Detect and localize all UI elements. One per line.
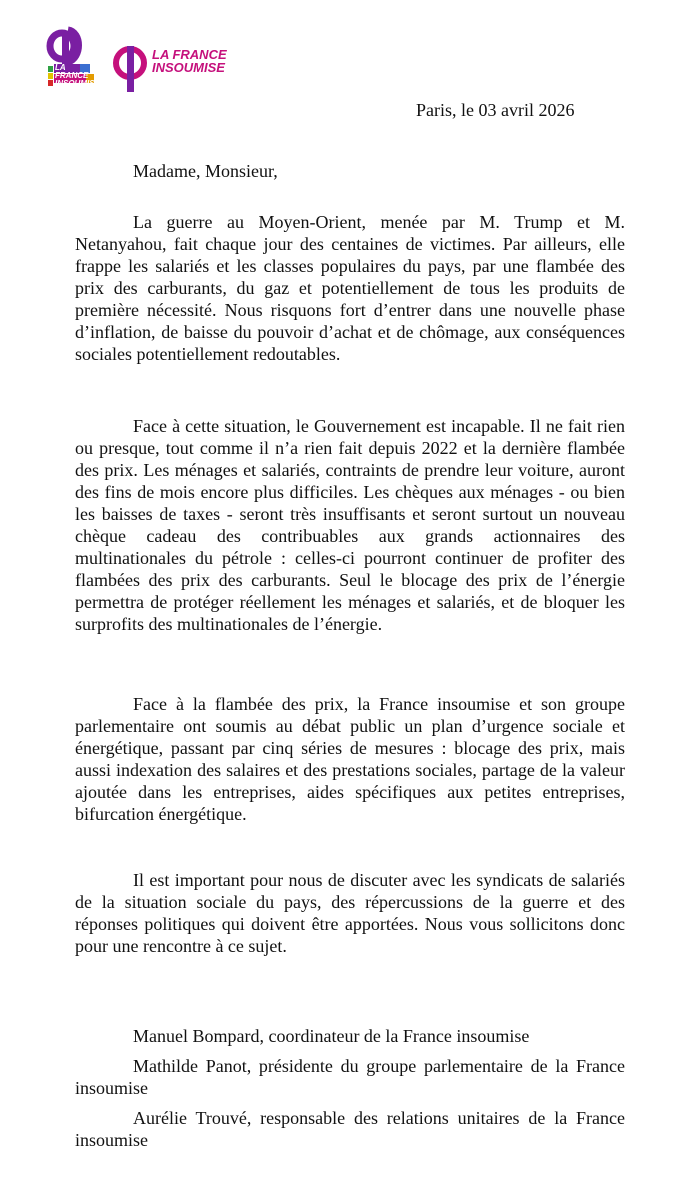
paragraph-3: Face à la flambée des prix, la France insoumise et son groupe parlementaire ont soumis au débat public un plan d’urgence sociale et énergétique, passant par cinq séries de mesures : blocage des prix, mais aussi indexation des salaires et des prestations sociales, partage de la valeur ajoutée dans les entreprises, aides spécifiques aux petites entreprises, bifurcation énergétique. [75,694,625,824]
logo-right-wordmark: LA FRANCE INSOUMISE [152,47,227,75]
signatory-2: Mathilde Panot, présidente du groupe parlementaire de la France insoumise [75,1056,625,1098]
phi-magenta-icon [110,44,150,94]
lfi-logo [110,44,240,94]
paragraph-2: Face à cette situation, le Gouvernement est incapable. Il ne fait rien ou presque, tout comme il n’a rien fait depuis 2022 et la dernière flambée des prix. Les ménages et salariés, contraints de prendre leur voiture, auront des fins de mois encore plus difficiles. Les chèques aux ménages - ou bien les baisses de taxes - seront très insuffisants et seront surtout un nouveau chèque cadeau des contribuables aux grands actionnaires des multinationales du pétrole : celles-ci pourront continuer de profiter des flambées des prix des carburants. Seul le blocage des prix de l’énergie permettra de protéger réellement les ménages et salariés, et de bloquer les surprofits des multinationales de l’énergie. [75,416,625,634]
dateline: Paris, le 03 avril 2026 [416,100,575,120]
header-logos [38,24,238,94]
lfi-flag-logo [38,26,110,94]
logo-left-wordmark: LA FRANCE INSOUMISE [55,63,100,88]
paragraph-1: La guerre au Moyen-Orient, menée par M. Trump et M. Netanyahou, fait chaque jour des centaines de victimes. Par ailleurs, elle frappe les salariés et les classes populaires du pays, par une flambée des prix des carburants, du gaz et potentiellement de tous les produits de première nécessité. Nous risquons fort d’entrer dans une nouvelle phase d’inflation, de baisse du pouvoir d’achat et de chômage, aux conséquences sociales potentiellement redoutables. [75,212,625,364]
paragraph-4: Il est important pour nous de discuter avec les syndicats de salariés de la situation sociale du pays, des répercussions de la guerre et des réponses politiques qui doivent être apportées. Nous vous sollicitons donc pour une rencontre à ce sujet. [75,870,625,956]
signatory-3: Aurélie Trouvé, responsable des relations unitaires de la France insoumise [75,1108,625,1150]
salutation: Madame, Monsieur, [133,161,278,181]
signatory-1: Manuel Bompard, coordinateur de la France insoumise [133,1026,530,1046]
